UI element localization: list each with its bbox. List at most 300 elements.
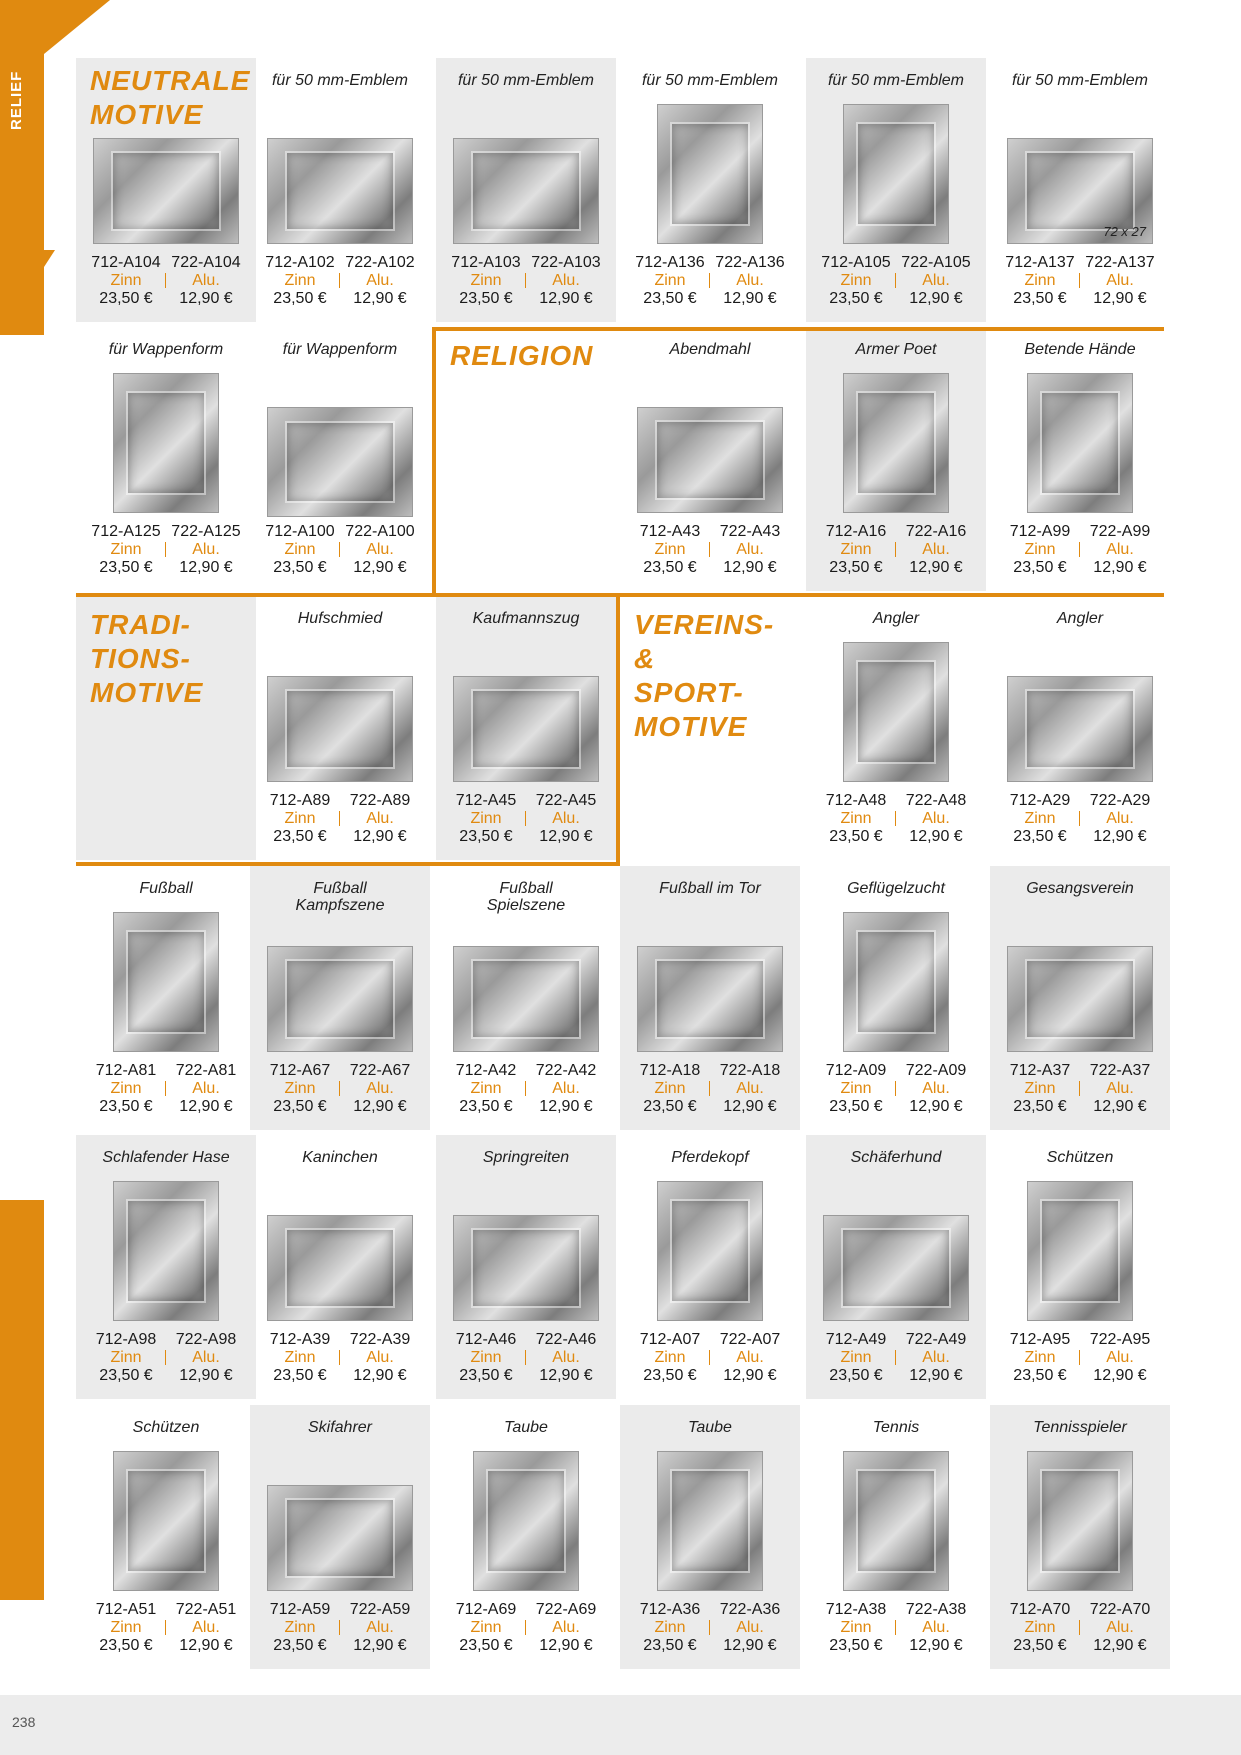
product-card [250,1405,430,1669]
code-row [250,254,430,272]
material-row [990,810,1170,828]
page-number: 238 [12,1714,36,1730]
relief-image [637,946,783,1052]
order-codes [806,1331,986,1385]
material-row [250,272,430,290]
price-row [990,1637,1170,1655]
price-row [76,559,256,577]
material-zinn: Zinn [1024,1619,1056,1636]
material-separator [1079,811,1080,826]
code-zinn: 712-A48 [825,792,887,809]
price-alu: 12,90 € [1093,559,1147,576]
relief-frame [856,660,935,765]
price-row [806,290,986,308]
price-alu: 12,90 € [909,1367,963,1384]
order-codes [990,254,1170,308]
product-card [806,1405,986,1669]
product-title: Skifahrer [307,1419,373,1436]
order-codes [436,1062,616,1116]
order-codes [620,254,800,308]
order-codes [76,1331,256,1385]
relief-image [473,1451,579,1591]
order-codes [990,1601,1170,1655]
code-zinn: 712-A16 [825,523,887,540]
section-title-line: SPORT- [634,677,744,708]
price-row [436,290,616,308]
section-card [76,596,256,860]
product-title: Fußball Spielszene [486,880,566,914]
material-separator [709,1350,710,1365]
product-title: für Wappenform [282,341,398,358]
relief-frame [856,930,935,1035]
code-zinn: 712-A39 [269,1331,331,1348]
order-codes [620,523,800,577]
relief-frame [285,689,394,768]
material-row [76,1349,256,1367]
material-separator [1079,1620,1080,1635]
relief-image [823,1215,969,1321]
code-zinn: 712-A67 [269,1062,331,1079]
material-row [76,1619,256,1637]
price-row [806,1098,986,1116]
product-title: Schäferhund [850,1149,942,1166]
material-zinn: Zinn [110,1080,142,1097]
material-separator [709,542,710,557]
material-alu: Alu. [736,1619,764,1636]
product-card [806,596,986,860]
relief-frame [655,959,764,1038]
material-row [620,1619,800,1637]
price-row [250,1637,430,1655]
code-alu: 722-A48 [905,792,967,809]
product-title: Schützen [1046,1149,1114,1166]
code-alu: 722-A16 [905,523,967,540]
price-zinn: 23,50 € [99,559,153,576]
material-alu: Alu. [552,810,580,827]
relief-frame [670,1469,749,1574]
code-row [436,1601,616,1619]
code-row [436,254,616,272]
material-row [250,1080,430,1098]
price-row [436,1098,616,1116]
material-alu: Alu. [736,272,764,289]
product-card [436,596,616,860]
material-row [620,1349,800,1367]
code-row [806,792,986,810]
code-row [76,523,256,541]
price-row [806,1637,986,1655]
material-row [250,541,430,559]
material-separator [525,811,526,826]
order-codes [620,1062,800,1116]
price-zinn: 23,50 € [1013,290,1067,307]
material-alu: Alu. [192,1080,220,1097]
material-separator [339,273,340,288]
material-separator [1079,1081,1080,1096]
price-alu: 12,90 € [1093,1367,1147,1384]
product-title: Hufschmied [297,610,383,627]
material-separator [339,811,340,826]
relief-image [267,1215,413,1321]
price-row [620,559,800,577]
material-alu: Alu. [552,1349,580,1366]
order-codes [990,523,1170,577]
price-alu: 12,90 € [1093,1098,1147,1115]
code-alu: 722-A49 [905,1331,967,1348]
material-alu: Alu. [552,1619,580,1636]
price-alu: 12,90 € [539,828,593,845]
price-alu: 12,90 € [539,1367,593,1384]
relief-image [657,1451,763,1591]
relief-image [637,407,783,513]
price-alu: 12,90 € [539,1098,593,1115]
price-row [436,828,616,846]
relief-frame [841,1228,950,1307]
relief-frame [126,1469,205,1574]
product-card [806,327,986,591]
code-zinn: 712-A137 [1005,254,1075,271]
product-card [250,58,430,322]
price-zinn: 23,50 € [273,1637,327,1654]
order-codes [76,1062,256,1116]
material-zinn: Zinn [654,1619,686,1636]
material-row [990,1349,1170,1367]
price-row [990,1098,1170,1116]
material-zinn: Zinn [1024,1080,1056,1097]
code-alu: 722-A42 [535,1062,597,1079]
code-zinn: 712-A29 [1009,792,1071,809]
code-alu: 722-A100 [345,523,415,540]
code-zinn: 712-A70 [1009,1601,1071,1618]
price-alu: 12,90 € [539,290,593,307]
price-zinn: 23,50 € [643,1098,697,1115]
material-zinn: Zinn [1024,541,1056,558]
order-codes [250,1601,430,1655]
material-alu: Alu. [366,272,394,289]
section-card [620,596,800,860]
code-zinn: 712-A51 [95,1601,157,1618]
relief-frame [856,391,935,496]
price-row [806,1367,986,1385]
material-alu: Alu. [736,1080,764,1097]
code-row [620,523,800,541]
code-row [990,1331,1170,1349]
price-row [250,1098,430,1116]
price-zinn: 23,50 € [829,1098,883,1115]
product-title: für 50 mm-Emblem [641,72,779,89]
material-alu: Alu. [192,1619,220,1636]
order-codes [250,1062,430,1116]
code-zinn: 712-A46 [455,1331,517,1348]
product-card [806,866,986,1130]
order-codes [990,1331,1170,1385]
price-row [436,1367,616,1385]
code-row [620,1062,800,1080]
price-alu: 12,90 € [539,1637,593,1654]
price-row [436,1637,616,1655]
product-card [990,1405,1170,1669]
product-title: Springreiten [482,1149,570,1166]
product-title: Tennisspieler [1033,1419,1127,1436]
material-zinn: Zinn [284,272,316,289]
section-border [76,862,620,866]
order-codes [250,254,430,308]
relief-frame [285,959,394,1038]
relief-frame [285,421,394,503]
code-zinn: 712-A125 [91,523,161,540]
relief-image [843,373,949,513]
material-row [806,810,986,828]
material-row [806,1619,986,1637]
section-title-line: NEUTRALE [90,65,251,96]
relief-image [657,1181,763,1321]
code-alu: 722-A36 [719,1601,781,1618]
price-zinn: 23,50 € [829,1637,883,1654]
relief-image [1007,138,1153,244]
relief-image [843,104,949,244]
code-alu: 722-A103 [531,254,601,271]
order-codes [436,792,616,846]
order-codes [990,1062,1170,1116]
product-title: Angler [872,610,920,627]
order-codes [806,792,986,846]
section-title [90,608,203,710]
price-alu: 12,90 € [909,290,963,307]
relief-frame [126,1199,205,1304]
product-title: für 50 mm-Emblem [827,72,965,89]
relief-image [267,676,413,782]
price-row [806,559,986,577]
material-separator [165,1350,166,1365]
code-zinn: 712-A45 [455,792,517,809]
code-row [76,1062,256,1080]
price-row [806,828,986,846]
price-alu: 12,90 € [179,290,233,307]
material-alu: Alu. [192,541,220,558]
material-alu: Alu. [1106,810,1134,827]
code-row [806,254,986,272]
code-zinn: 712-A18 [639,1062,701,1079]
code-alu: 722-A46 [535,1331,597,1348]
code-alu: 722-A59 [349,1601,411,1618]
product-title: Schlafender Hase [102,1149,230,1166]
price-alu: 12,90 € [1093,290,1147,307]
product-card [250,327,430,591]
price-alu: 12,90 € [353,1637,407,1654]
material-alu: Alu. [366,541,394,558]
price-alu: 12,90 € [1093,828,1147,845]
code-alu: 722-A70 [1089,1601,1151,1618]
price-alu: 12,90 € [723,1367,777,1384]
material-alu: Alu. [922,541,950,558]
material-row [76,1080,256,1098]
product-title: für Wappenform [108,341,224,358]
product-title: Gesangsverein [1026,880,1134,897]
price-zinn: 23,50 € [829,290,883,307]
section-border [616,593,620,864]
product-title: Schützen [132,1419,200,1436]
code-row [436,1062,616,1080]
price-row [620,1367,800,1385]
material-separator [895,273,896,288]
code-row [250,1601,430,1619]
code-alu: 722-A136 [715,254,785,271]
relief-frame [856,122,935,227]
relief-image [267,138,413,244]
material-zinn: Zinn [110,272,142,289]
material-zinn: Zinn [470,810,502,827]
product-title: für 50 mm-Emblem [1011,72,1149,89]
material-row [806,272,986,290]
relief-image [843,642,949,782]
price-zinn: 23,50 € [273,828,327,845]
code-zinn: 712-A49 [825,1331,887,1348]
material-row [436,272,616,290]
price-alu: 12,90 € [353,1367,407,1384]
section-card [436,327,616,591]
material-zinn: Zinn [654,272,686,289]
code-zinn: 712-A38 [825,1601,887,1618]
material-row [620,541,800,559]
code-alu: 722-A105 [901,254,971,271]
price-zinn: 23,50 € [99,1098,153,1115]
material-zinn: Zinn [654,1349,686,1366]
price-alu: 12,90 € [723,1637,777,1654]
code-alu: 722-A98 [175,1331,237,1348]
relief-image [113,1451,219,1591]
relief-image [267,1485,413,1591]
product-title: für 50 mm-Emblem [271,72,409,89]
relief-image [1027,1451,1133,1591]
relief-frame [856,1469,935,1574]
order-codes [806,1601,986,1655]
material-row [76,272,256,290]
price-alu: 12,90 € [179,559,233,576]
code-alu: 722-A104 [171,254,241,271]
relief-frame [471,689,580,768]
material-row [990,272,1170,290]
code-row [990,1062,1170,1080]
material-row [250,1619,430,1637]
product-card [806,58,986,322]
price-zinn: 23,50 € [643,559,697,576]
material-separator [1079,1350,1080,1365]
price-alu: 12,90 € [909,1637,963,1654]
section-title [634,608,800,744]
section-border [76,593,1164,597]
product-card [76,1405,256,1669]
price-zinn: 23,50 € [643,1367,697,1384]
code-alu: 722-A38 [905,1601,967,1618]
material-separator [525,273,526,288]
price-alu: 12,90 € [353,1098,407,1115]
material-row [250,1349,430,1367]
material-alu: Alu. [922,810,950,827]
price-zinn: 23,50 € [1013,1098,1067,1115]
code-row [990,792,1170,810]
order-codes [250,1331,430,1385]
relief-frame [670,122,749,227]
product-card [76,327,256,591]
order-codes [436,1331,616,1385]
product-card [620,866,800,1130]
material-alu: Alu. [552,1080,580,1097]
material-row [990,541,1170,559]
code-zinn: 712-A103 [451,254,521,271]
relief-image [93,138,239,244]
material-zinn: Zinn [284,810,316,827]
product-title: Taube [504,1419,548,1436]
relief-image [453,676,599,782]
order-codes [990,792,1170,846]
material-alu: Alu. [366,810,394,827]
material-alu: Alu. [736,541,764,558]
material-row [620,1080,800,1098]
material-separator [339,1620,340,1635]
product-card [436,1405,616,1669]
material-row [436,1619,616,1637]
relief-frame [486,1469,565,1574]
order-codes [806,523,986,577]
material-zinn: Zinn [110,1349,142,1366]
code-zinn: 712-A42 [455,1062,517,1079]
order-codes [250,792,430,846]
product-card [436,866,616,1130]
section-title-line: MOTIVE [90,99,204,130]
price-row [620,1637,800,1655]
product-card [76,866,256,1130]
footer-bar [0,1695,1241,1755]
code-alu: 722-A29 [1089,792,1151,809]
price-row [76,1367,256,1385]
product-card [806,1135,986,1399]
product-card [990,866,1170,1130]
relief-frame [1025,151,1134,230]
price-row [250,290,430,308]
relief-frame [285,151,394,230]
price-zinn: 23,50 € [643,290,697,307]
material-alu: Alu. [1106,1349,1134,1366]
material-separator [709,1620,710,1635]
code-row [436,1331,616,1349]
code-alu: 722-A137 [1085,254,1155,271]
product-card [620,327,800,591]
price-alu: 12,90 € [909,828,963,845]
code-zinn: 712-A104 [91,254,161,271]
side-tab-lower [0,1200,44,1600]
code-row [806,1331,986,1349]
relief-frame [126,391,205,496]
section-title-line: VEREINS- & [634,609,775,674]
material-zinn: Zinn [284,1080,316,1097]
price-zinn: 23,50 € [459,828,513,845]
price-alu: 12,90 € [353,828,407,845]
product-title: Kaninchen [302,1149,378,1166]
price-zinn: 23,50 € [829,828,883,845]
code-zinn: 712-A07 [639,1331,701,1348]
product-card [990,1135,1170,1399]
material-alu: Alu. [736,1349,764,1366]
price-alu: 12,90 € [723,1098,777,1115]
price-zinn: 23,50 € [273,559,327,576]
price-zinn: 23,50 € [459,1637,513,1654]
code-zinn: 712-A81 [95,1062,157,1079]
code-zinn: 712-A43 [639,523,701,540]
product-title: Fußball im Tor [659,880,761,897]
code-row [250,792,430,810]
price-zinn: 23,50 € [829,559,883,576]
material-zinn: Zinn [840,541,872,558]
